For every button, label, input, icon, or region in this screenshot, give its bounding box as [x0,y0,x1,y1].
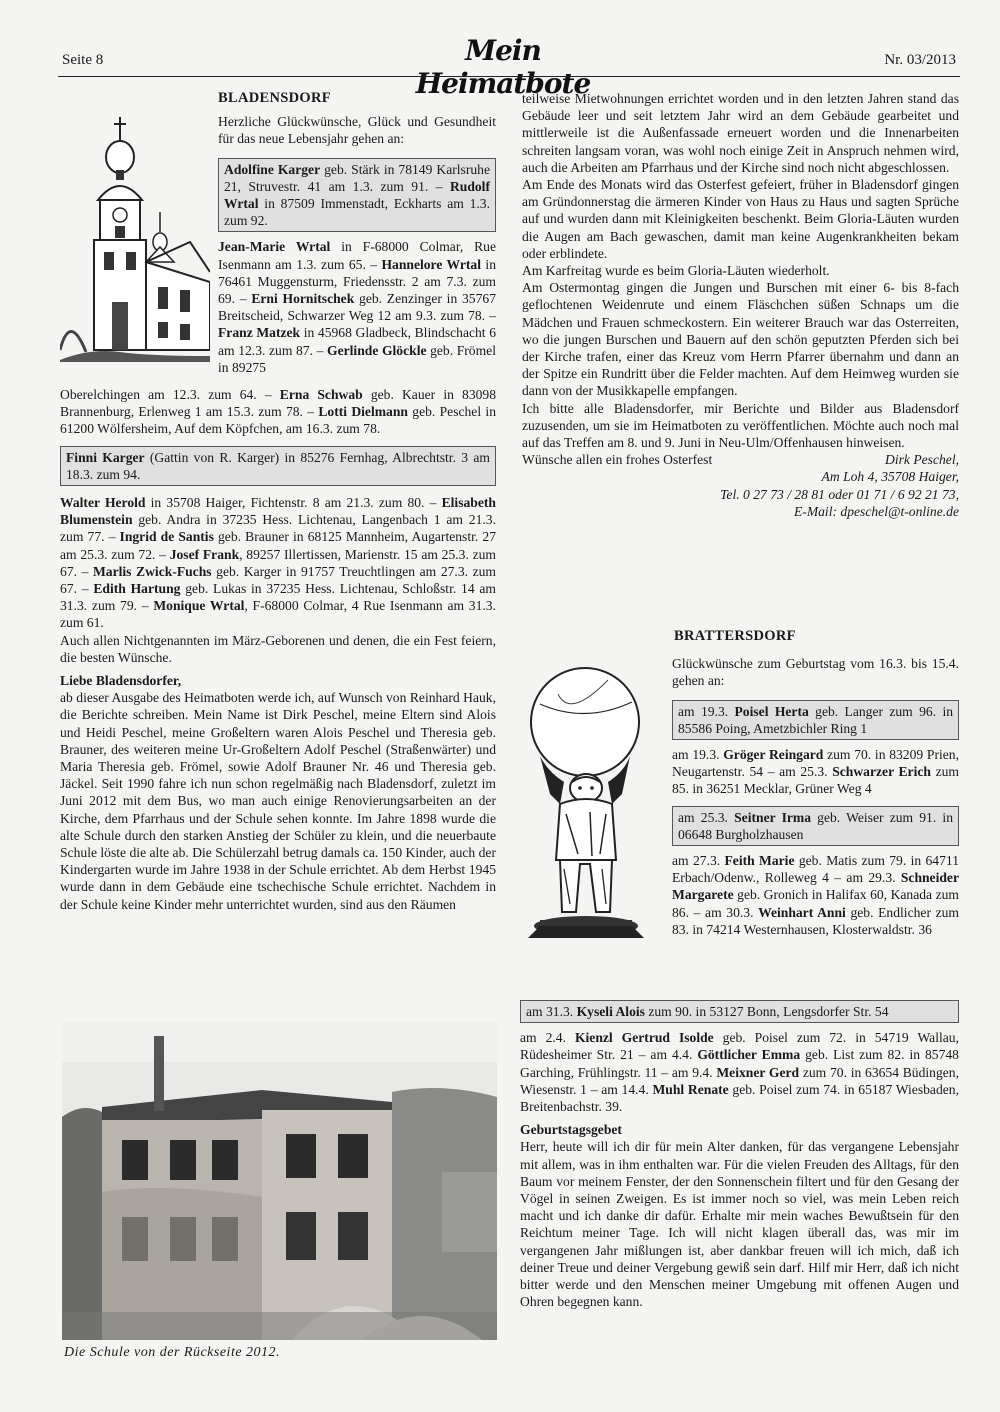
name-bold: Erna Schwab [279,387,363,402]
prayer-text: Herr, heute will ich dir für mein Alter danken, für das vergangene Lebensjahr mit allem, was in ihm enthalten war. Für die vielen Freuden des Alltags, für den Baum vor meinem Fenster, der den Sonnenschein filtert und für den Gesang der Vögel in seinen Zweigen. Es ist immer noch so viel, was mein Leben reich macht und ich danke dir dafür. Erhalte mir mein waches Bewußtsein für den Reichtum meiner Tage. Ich will nicht klagen überall das, was mir im vergangenen Jahr mißlungen ist, aber dankbar freuen will ich mich, daß ich deiner Treue und deiner Vergebung gewiß sein darf. Hilf mir Herr, daß ich nicht bitter werde und den Menschen meiner Umgebung mit offenen Augen und Ohren begegnen kann. [520,1139,959,1310]
signature-name: Dirk Peschel, [885,452,959,468]
text: , 89257 Illertissen, Marienstr. 15 am 25.3. zum 67. – [60,546,496,579]
text: am 27.3. [672,853,725,869]
page-number: Seite 8 [62,52,104,68]
text: geb. Peschel in 61200 Wölfersheim, Auf dem Köpfchen, am 16.3. zum 78. [60,404,496,437]
name-bold: Kyseli Alois [576,1004,645,1019]
bladensdorf-birthdays-1b [60,386,496,438]
text: am 31.3. [526,1004,577,1019]
prayer-title [520,1121,959,1138]
issue-number: Nr. 03/2013 [884,52,956,68]
name-bold: Hannelore Wrtal [381,256,482,272]
text: geb. Gronich in Halifax 60, Kanada zum 86. – am 30.3. [672,887,959,920]
highlight-box-kyseli [520,1000,959,1023]
text: geb. Endlicher zum 83. in 74214 Westernhausen, Klosterwaldstr. 36 [672,904,960,937]
bladensdorf-birthdays-2 [60,494,496,632]
text: geb. Andra in 37235 Hess. Lichtenau, Langenbach 1 am 21.3. zum 77. – [60,512,496,545]
name-bold: Monique Wrtal [153,598,245,614]
brattersdorf-birthdays-1 [672,746,959,798]
text: geb. Poisel zum 74. in 65187 Wiesbaden, Breitenbachstr. 39. [520,1081,959,1115]
name-bold: Walter Herold [60,495,146,511]
section-title-bladensdorf: BLADENSDORF [218,90,331,106]
name-bold: Rudolf Wrtal [224,178,490,212]
text: am 25.3. [678,809,735,825]
text: geb. Stärk in 78149 Karlsruhe 21, Struvestr. 41 am 1.3. zum 91. – [224,161,491,194]
section-title-brattersdorf: BRATTERSDORF [674,628,796,644]
text: geb. Lukas in 37235 Hess. Lichtenau, Schloßstr. 14 am 31.3. zum 79. – [60,581,497,614]
name-bold: Göttlicher Emma [697,1047,801,1063]
letter-closing [522,451,959,468]
closing-text: Wünsche allen ein frohes Osterfest [522,452,713,468]
text: am 19.3. [678,703,735,719]
signature-email: E-Mail: dpeschel@t-online.de [793,503,959,519]
letter-paragraph-3: Am Ende des Monats wird das Osterfest gefeiert, früher in Bladensdorf gingen am Gründonnerstag die ärmeren Kinder von Haus zu Haus und sagten Sprüche auf und wurden dann mit Kleinigkeiten beschenkt. Beim Gloria-Läuten wurden die Augen am Bach gewaschen, damit man keine Augenkrankheiten bekam oder erblindete. [522,177,959,261]
text: geb. Karger in 91757 Treuchtlingen am 27.3. zum 67. – [60,563,497,597]
letter-heading-text: Liebe Bladensdorfer, [60,673,182,689]
text: am 2.4. [520,1030,575,1046]
letter-paragraph-5: Am Ostermontag gingen die Jungen und Burschen mit einer 6- bis 8-fach geflochtenen Weidenrute und einem Fläschchen süßen Schnaps um die Mädchen und Frauen schmeckostern. Ein weiterer Brauch war das Osterreiten, wo die jungen Burschen und Bauern auf den schön geputzten Pferden sich bei der Kirche trafen, einer das Kreuz vom Herrn Pfarrer übernahm und dann an der Spitze ein Rundritt über die Felder machten. Auf dem Heimweg wurden sie dann von der Musikkapelle empfangen. [522,280,959,399]
masthead-logo: Mein Heimatbote [415,34,591,100]
name-bold: Gröger Reingard [723,747,824,763]
bladensdorf-birthdays-1 [218,238,496,376]
name-bold: Schneider Margarete [672,870,959,903]
text: geb. Matis zum 79. in 64711 Erbach/Odenw., Rolleweg 4 – am 29.3. [672,853,959,886]
text: am 19.3. [672,747,724,763]
letter-heading [60,672,496,689]
bladensdorf-intro: Herzliche Glückwünsche, Glück und Gesundheit für das neue Lebensjahr gehen an: [218,114,496,147]
name-bold: Edith Hartung [93,581,181,597]
brattersdorf-intro: Glückwünsche zum Geburtstag vom 16.3. bis 15.4. gehen an: [672,656,959,689]
text: zum 90. in 53127 Bonn, Lengsdorfer Str. 54 [644,1004,889,1019]
brattersdorf-top [672,628,959,938]
school-photo [62,1022,497,1340]
bladensdorf-main [60,386,496,913]
header-rule [58,76,960,77]
text: geb. Weiser zum 91. in 06648 Burgholzhausen [678,809,953,842]
name-bold: Feith Marie [724,853,795,869]
highlight-box-seitner [672,806,959,846]
text: geb. Brauner in 68125 Mannheim, Augartenstr. 27 am 25.3. zum 72. – [60,529,496,562]
text: in 87509 Immenstadt, Eckharts am 1.3. zum 92. [224,196,490,229]
letter-paragraph-6: Ich bitte alle Bladensdorfer, mir Berichte und Bilder aus Bladensdorf zuzusenden, um sie im Heimatboten zu veröffentlichen. Möchte auch noch mal auf das Treffen am 8. und 9. Juni in Neu-Ulm/Offenhausen hinweisen. [522,400,959,451]
name-bold: Schwarzer Erich [832,764,931,780]
brattersdorf-birthdays-2 [672,852,959,938]
prayer-title-text: Geburtstagsgebet [520,1122,622,1138]
highlight-box-finni [60,446,496,486]
name-bold: Gerlinde Glöckle [327,342,427,358]
text: zum 85. in 36251 Mecklar, Grüner Weg 4 [672,764,960,797]
name-bold: Erni Hornitschek [251,291,355,307]
text: geb. Zenzinger in 35767 Breitscheid, Schwarzer Weg 12 am 9.3. zum 78. – [218,291,496,324]
name-bold: Finni Karger [66,449,145,465]
text: geb. Kauer in 83098 Brannenburg, Erlenweg 1 am 15.3. zum 78. – [60,387,497,420]
name-bold: Meixner Gerd [716,1064,800,1080]
name-bold: Ingrid de Santis [119,529,214,545]
highlight-box-poisel [672,700,959,740]
text: geb. Poisel zum 72. in 54719 Wallau, Rüdesheimer Str. 21 – am 4.4. [520,1030,959,1063]
text: geb. List zum 82. in 85748 Garching, Frühlingstr. 11 – am 9.4. [520,1047,959,1080]
signature-address: Am Loh 4, 35708 Haiger, [821,469,959,485]
letter-paragraph-1: ab dieser Ausgabe des Heimatboten werde ich, auf Wunsch von Reinhard Hauk, die Berichte schreiben. Mein Name ist Dirk Peschel, meine Eltern sind Alois und Heidi Peschel, meine Großeltern waren Alois Peschel und Theresia geb. Brauner, des weiteren meine Ur-Großeltern Adolf Peschel (Straßenwärter) und Maria Theresia geb. Frömel, sowie Adolf Brauner Nr. 46 und Theresia geb. Jäckel. Seit 1990 fahre ich nun schon regelmäßig nach Bladensdorf, zuletzt im Juni 2012 mit dem Bus, wo man auch einige Renovierungsarbeiten an der Kirche, dem Pfarrhaus und der Schule sehen konnte. Im Jahre 1898 wurde die alte Schule durch den starken Anstieg der Schüler zu klein, und die neuerbaute Schule löste die alte ab. Die Schülerzahl betrug damals ca. 150 Kinder, auch der Kindergarten wurde im Jahre 1938 in der Schule errichtet. Ab dem Herbst 1945 wurde dann in dem Gebäude eine tschechische Schule errichtet. Nachdem in der Schule keine Kinder mehr unterrichtet wurden, sind aus den Räumen [60,690,496,912]
highlight-box-karger [218,158,496,233]
text: , F-68000 Colmar, 4 Rue Isenmann am 31.3. zum 61. [60,598,496,631]
name-bold: Kienzl Gertrud Isolde [574,1030,714,1046]
name-bold: Elisabeth Blumenstein [60,495,496,528]
letter-paragraph-4: Am Karfreitag wurde es beim Gloria-Läuten wiederholt. [522,263,830,279]
name-bold: Seitner Irma [734,809,812,825]
name-bold: Poisel Herta [734,703,809,719]
text: geb. Langer zum 96. in 85586 Poing, Ametzbichler Ring 1 [678,703,954,736]
name-bold: Weinhart Anni [758,904,846,920]
text: in 45968 Gladbeck, Blindschacht 6 am 12.3. zum 87. – [218,325,496,358]
text: in 35708 Haiger, Fichtenstr. 8 am 21.3. zum 80. – [145,495,442,511]
name-bold: Jean-Marie Wrtal [218,239,331,255]
signature-phone: Tel. 0 27 73 / 28 81 oder 01 71 / 6 92 21 73, [720,486,959,502]
text: zum 70. in 63654 Büdingen, Wiesenstr. 1 – am 14.4. [520,1064,959,1097]
text: zum 70. in 83209 Prien, Neugartenstr. 54 – am 25.3. [672,747,960,780]
name-bold: Lotti Dielmann [318,404,408,420]
text: geb. Frömel in 89275 [218,342,496,375]
text: in F-68000 Colmar, Rue Isenmann am 1.3. zum 65. – [218,239,497,272]
bladensdorf-top [218,90,496,376]
name-bold: Muhl Renate [652,1081,729,1097]
name-bold: Adolfine Karger [224,161,321,177]
atlas-figure-illustration [520,664,660,946]
church-illustration [60,112,210,362]
name-bold: Franz Matzek [218,325,301,341]
name-bold: Josef Frank [169,546,240,562]
text: in 76461 Muggensturm, Friedensstr. 2 am 7.3. zum 69. – [218,256,496,307]
photo-caption: Die Schule von der Rückseite 2012. [64,1345,281,1360]
bladensdorf-wishes: Auch allen Nichtgenannten im März-Geborenen und denen, die ein Fest feiern, die besten Wünsche. [60,632,496,665]
letter-paragraph-2: teilweise Mietwohnungen errichtet worden und in den letzten Jahren stand das Gebäude leer und seit letztem Jahr wird an dem Gebäude gearbeitet und mittlerweile ist die Außenfassade erneuert worden und die Innenarbeiten schreiten langsam voran, was wohl noch einige Zeit in Anspruch nehmen wird, auch die Arbeiten am Pfarrhaus und der Kirche sind noch nicht abgeschlossen. [522,91,959,175]
letter-continued [522,90,959,520]
text: (Gattin von R. Karger) in 85276 Fernhag, Albrechtstr. 3 am 18.3. zum 94. [66,449,490,482]
text: Oberelchingen am 12.3. zum 64. – [60,387,280,402]
brattersdorf-bottom [520,996,959,1310]
name-bold: Marlis Zwick-Fuchs [92,563,212,579]
brattersdorf-birthdays-3 [520,1029,959,1115]
